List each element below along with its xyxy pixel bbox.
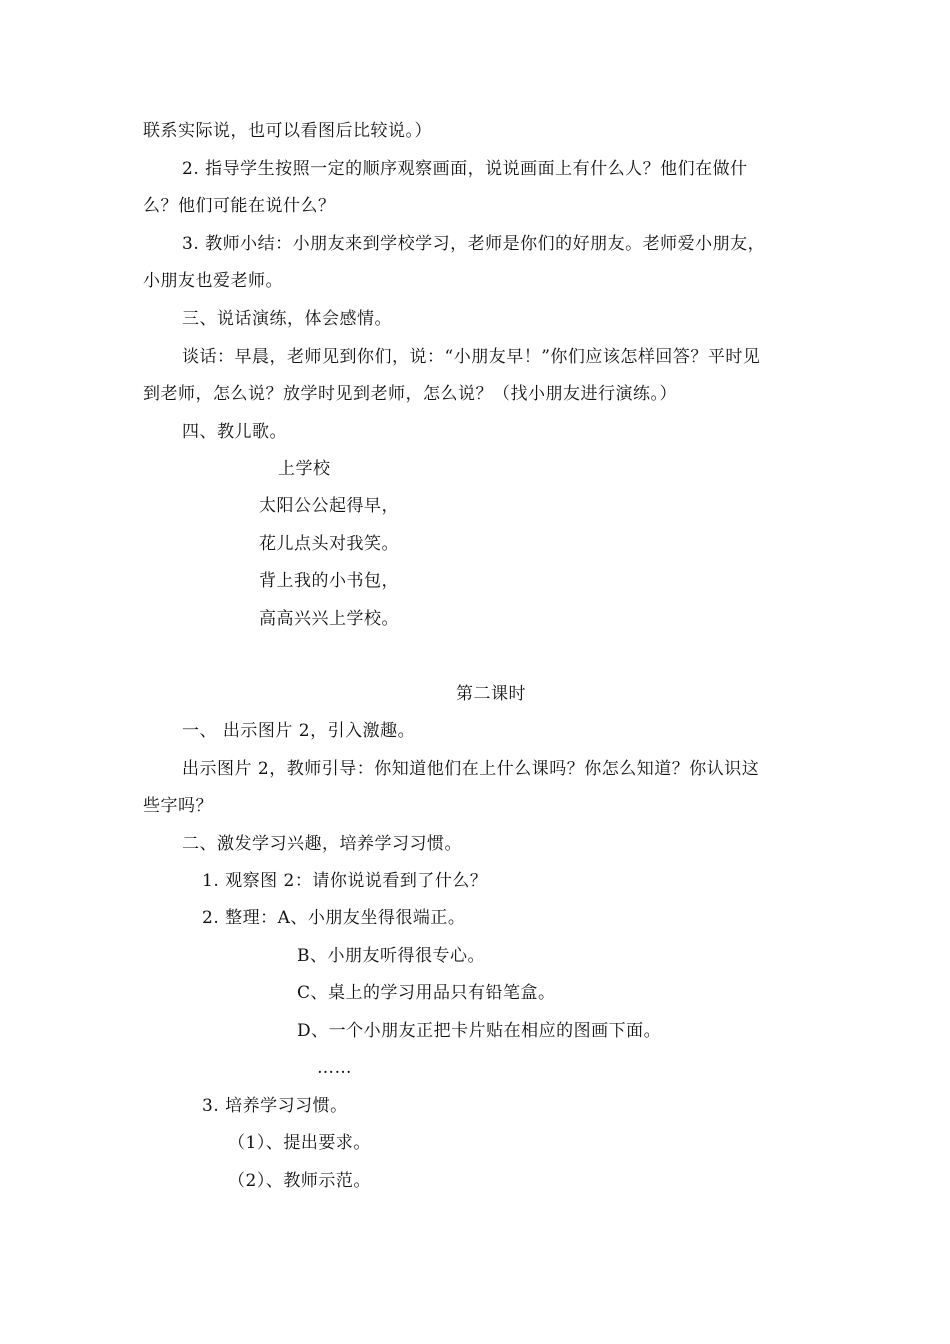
organize-point-b: B、小朋友听得很专心。 xyxy=(297,946,485,966)
organize-point-d: D、一个小朋友正把卡片贴在相应的图画下面。 xyxy=(297,1021,662,1041)
ellipsis: …… xyxy=(317,1058,352,1078)
habit-subitem-1: （1）、提出要求。 xyxy=(228,1133,371,1153)
poem-line-4: 高高兴兴上学校。 xyxy=(259,609,399,629)
observe-item-1: 1. 观察图 2：请你说说看到了什么？ xyxy=(202,871,488,891)
list-item-2-line-1: 2. 指导学生按照一定的顺序观察画面，说说画面上有什么人？他们在做什 xyxy=(182,159,748,179)
organize-point-c: C、桌上的学习用品只有铅笔盒。 xyxy=(297,983,556,1003)
list-item-3-line-1: 3. 教师小结：小朋友来到学校学习，老师是你们的好朋友。老师爱小朋友， xyxy=(182,234,766,254)
section-heading-3: 三、说话演练，体会感情。 xyxy=(182,309,392,329)
lesson-title: 第二课时 xyxy=(456,684,526,704)
section-heading-4: 四、教儿歌。 xyxy=(182,422,287,442)
talk-line-1: 谈话：早晨，老师见到你们，说：“小朋友早！”你们应该怎样回答？平时见 xyxy=(182,347,761,367)
section2-heading-1: 一、 出示图片 2，引入激趣。 xyxy=(182,721,416,741)
organize-item-2: 2. 整理：A、小朋友坐得很端正。 xyxy=(202,908,466,928)
talk-line-2: 到老师，怎么说？放学时见到老师，怎么说？（找小朋友进行演练。） xyxy=(143,384,677,404)
habit-item-3: 3. 培养学习习惯。 xyxy=(202,1096,348,1116)
show-line-2: 些字吗？ xyxy=(143,796,213,816)
list-item-2-line-2: 么？他们可能在说什么？ xyxy=(143,196,336,216)
paragraph-line: 联系实际说，也可以看图后比较说。） xyxy=(143,121,432,141)
habit-subitem-2: （2）、教师示范。 xyxy=(228,1171,371,1191)
list-item-3-line-2: 小朋友也爱老师。 xyxy=(143,271,283,291)
show-line-1: 出示图片 2，教师引导：你知道他们在上什么课吗？你怎么知道？你认识这 xyxy=(182,759,760,779)
poem-line-3: 背上我的小书包， xyxy=(259,571,399,591)
poem-line-2: 花儿点头对我笑。 xyxy=(259,534,399,554)
section2-heading-2: 二、激发学习兴趣，培养学习习惯。 xyxy=(182,834,462,854)
poem-line-1: 太阳公公起得早， xyxy=(259,496,399,516)
poem-title: 上学校 xyxy=(278,459,331,479)
